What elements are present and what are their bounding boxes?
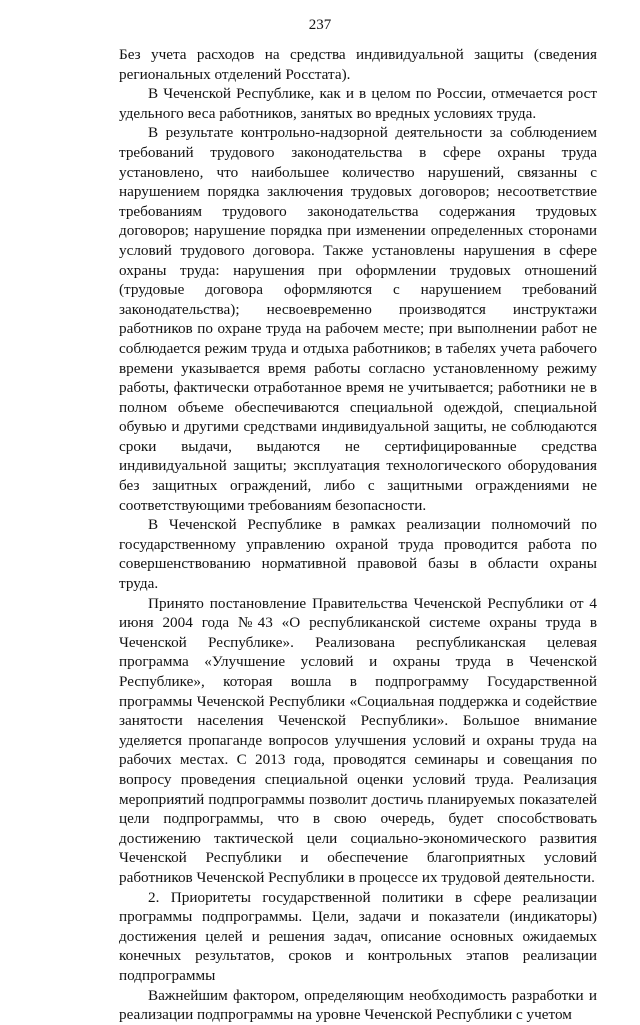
paragraph-6-section-heading: 2. Приоритеты государственной политики в сфере реализации программы подпрограммы. Цели, задачи и показатели (индикаторы) достижения целей и решения задач, описание основных ожидаемых конечных результатов, сроков и контрольных этапов реализации подпрограммы [119,888,597,984]
paragraph-3: В результате контрольно-надзорной деятельности за соблюдением требований трудового законодательства в сфере охраны труда установлено, что наибольшее количество нарушений, связанны с нарушением порядка заключения трудовых договоров; несоответствие требованиям трудового законодательства содержания трудовых договоров; нарушение порядка при изменении определенных сторонами условий трудового договора. Также установлены нарушения в сфере охраны труда: нарушения при оформлении трудовых отношений (трудовые договора оформляются с нарушением требований законодательства); несвоевременно производятся инструктажи работников по охране труда на рабочем месте; при выполнении работ не соблюдается режим труда и отдыха работников; в табелях учета рабочего времени указывается время работы согласно установленному режиму работы, фактически отработанное время не учитывается; работники не в полном объеме обеспечиваются специальной одеждой, специальной обувью и другими средствами индивидуальной защиты, не соблюдаются сроки выдачи, выдаются не сертифицированные средства индивидуальной защиты; эксплуатация технологического оборудования без защитных ограждений, либо с защитными ограждениями не соответствующими требованиям безопасности. [119,124,597,514]
document-body [119,45,597,1025]
paragraph-4: В Чеченской Республике в рамках реализации полномочий по государственному управлению охраной труда проводится работа по совершенствованию нормативной правовой базы в области охраны труда. [119,516,597,593]
paragraph-7: Важнейшим фактором, определяющим необходимость разработки и реализации подпрограммы на уровне Чеченской Республики с учетом [119,986,597,1024]
paragraph-5: Принято постановление Правительства Чеченской Республики от 4 июня 2004 года №43 «О республиканской системе охраны труда в Чеченской Республике». Реализована республиканская целевая программа «Улучшение условий и охраны труда в Чеченской Республике», которая вошла в подпрограмму Государственной программы Чеченской Республики «Социальная поддержка и содействие занятости населения Чеченской Республики». Большое внимание уделяется пропаганде вопросов улучшения условий и охраны труда на рабочих местах. С 2013 года, проводятся семинары и совещания по вопросу проведения специальной оценки условий труда. Реализация мероприятий подпрограммы позволит достичь планируемых показателей цели подпрограммы, что в свою очередь, будет способствовать достижению тактической цели социально-экономического развития Чеченской Республики и обеспечение благоприятных условий работников Чеченской Республики в процессе их трудовой деятельности. [119,594,597,886]
paragraph-2: В Чеченской Республике, как и в целом по России, отмечается рост удельного веса работников, занятых во вредных условиях труда. [119,85,597,122]
paragraph-1: Без учета расходов на средства индивидуальной защиты (сведения региональных отделений Росстата). [119,46,597,83]
page-number: 237 [308,17,332,33]
